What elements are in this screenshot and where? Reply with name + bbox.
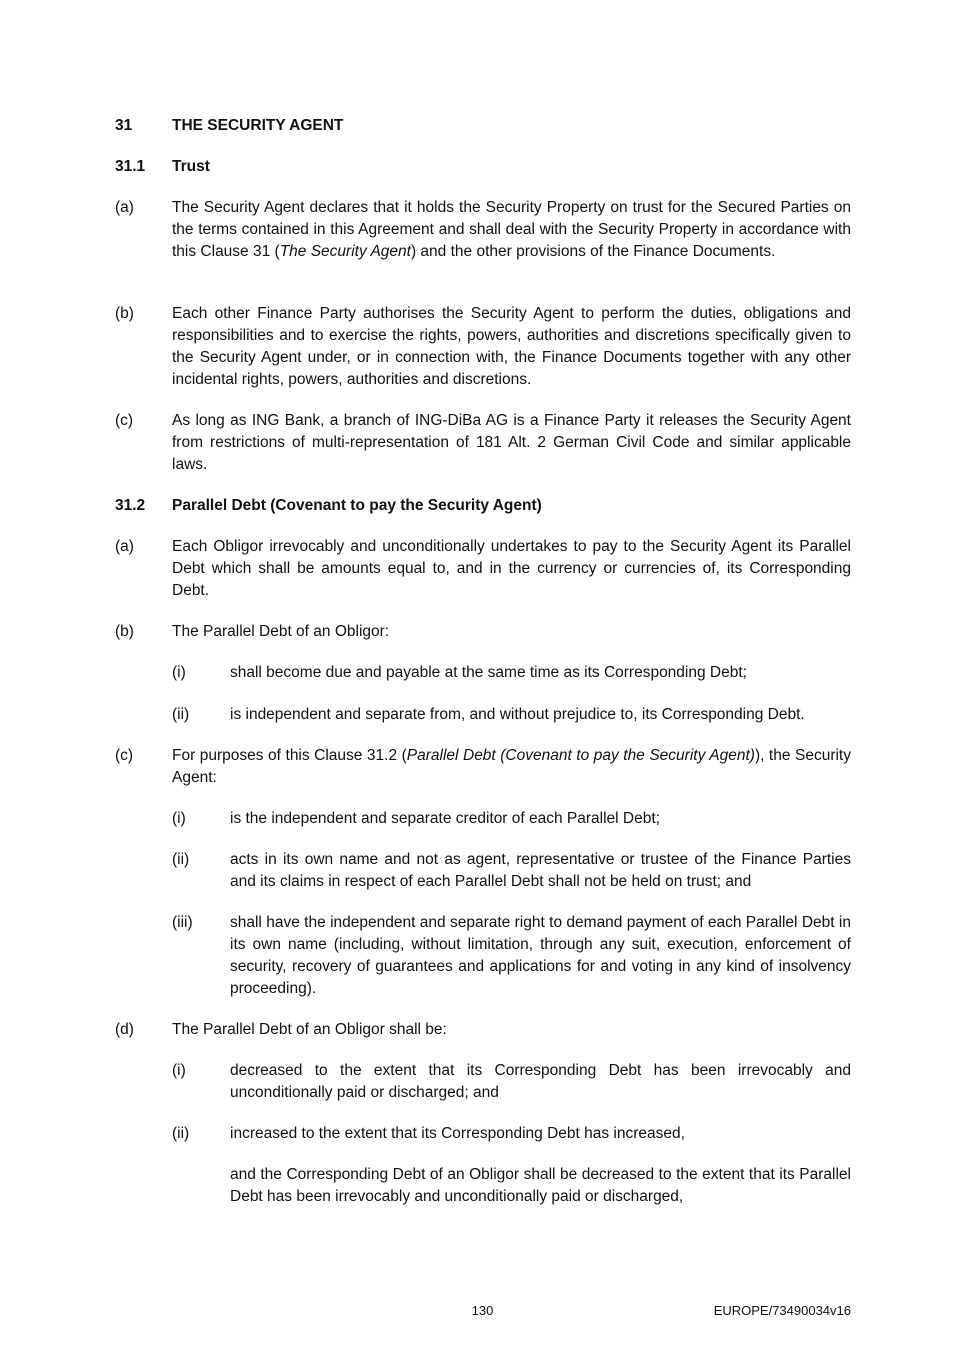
subparagraph-label: (iii) <box>172 914 193 931</box>
paragraph-31-2-a <box>115 536 851 602</box>
clause-heading <box>115 115 851 137</box>
paragraph-31-1-b <box>115 303 851 391</box>
clause-title: THE SECURITY AGENT <box>172 117 344 134</box>
subparagraph-text: is independent and separate from, and without prejudice to, its Corresponding Debt. <box>230 706 805 723</box>
paragraph-text: For purposes of this Clause 31.2 (Parallel Debt (Covenant to pay the Security Agent)), the Security Agent: <box>172 747 851 786</box>
subparagraph-label: (i) <box>172 1062 186 1079</box>
subparagraph-31-2-d-i <box>172 1060 851 1104</box>
paragraph-31-2-c <box>115 745 851 789</box>
subparagraph-text: shall become due and payable at the same time as its Corresponding Debt; <box>230 664 747 681</box>
paragraph-31-1-a <box>115 197 851 263</box>
subparagraph-31-2-b-ii <box>172 704 851 726</box>
section-number: 31.1 <box>115 158 146 175</box>
subparagraph-label: (i) <box>172 664 186 681</box>
paragraph-label: (a) <box>115 538 134 555</box>
paragraph-31-2-d-continuation <box>230 1164 851 1208</box>
subparagraph-31-2-b-i <box>172 662 851 684</box>
clause-number: 31 <box>115 117 133 134</box>
section-heading-31-1 <box>115 156 851 178</box>
paragraph-text: The Security Agent declares that it holds the Security Property on trust for the Secured Parties on the terms contained in this Agreement and shall deal with the Security Property in accordance with this Clause 31 (The Security Agent) and the other provisions of the Finance Documents. <box>172 199 851 260</box>
subparagraph-text: shall have the independent and separate right to demand payment of each Parallel Debt in its own name (including, without limitation, through any suit, execution, enforcement of security, recovery of guarantees and applications for and voting in any kind of insolvency proceeding). <box>230 914 851 997</box>
subparagraph-text: increased to the extent that its Corresponding Debt has increased, <box>230 1125 685 1142</box>
subparagraph-label: (i) <box>172 810 186 827</box>
section-title: Trust <box>172 158 210 175</box>
subparagraph-label: (ii) <box>172 1125 190 1142</box>
subparagraph-31-2-c-iii <box>172 912 851 1000</box>
subparagraph-text: decreased to the extent that its Corresponding Debt has been irrevocably and unconditionally paid or discharged; and <box>230 1062 851 1101</box>
paragraph-31-2-b <box>115 621 851 643</box>
paragraph-text: The Parallel Debt of an Obligor: <box>172 623 390 640</box>
section-number: 31.2 <box>115 497 146 514</box>
subparagraph-label: (ii) <box>172 851 190 868</box>
paragraph-text: As long as ING Bank, a branch of ING-DiBa AG is a Finance Party it releases the Security Agent from restrictions of multi-representation of 181 Alt. 2 German Civil Code and similar applicable laws. <box>172 412 851 473</box>
subparagraph-31-2-c-ii <box>172 849 851 893</box>
section-heading-31-2 <box>115 495 851 517</box>
subparagraph-text: is the independent and separate creditor of each Parallel Debt; <box>230 810 660 827</box>
subparagraph-31-2-d-ii <box>172 1123 851 1145</box>
section-title: Parallel Debt (Covenant to pay the Security Agent) <box>172 497 542 514</box>
continuation-text: and the Corresponding Debt of an Obligor shall be decreased to the extent that its Parallel Debt has been irrevocably and unconditionally paid or discharged, <box>230 1166 851 1205</box>
paragraph-text: The Parallel Debt of an Obligor shall be: <box>172 1021 447 1038</box>
paragraph-label: (b) <box>115 305 134 322</box>
paragraph-label: (a) <box>115 199 134 216</box>
paragraph-label: (c) <box>115 747 134 764</box>
paragraph-label: (c) <box>115 412 134 429</box>
paragraph-text: Each Obligor irrevocably and unconditionally undertakes to pay to the Security Agent its Parallel Debt which shall be amounts equal to, and in the currency or currencies of, its Corresponding Debt. <box>172 538 851 599</box>
subparagraph-label: (ii) <box>172 706 190 723</box>
paragraph-text: Each other Finance Party authorises the Security Agent to perform the duties, obligations and responsibilities and to exercise the rights, powers, authorities and discretions specifically given to the Security Agent under, or in connection with, the Finance Documents together with any other incidental rights, powers, authorities and discretions. <box>172 305 851 388</box>
document-reference: EUROPE/73490034v16 <box>713 1303 851 1318</box>
paragraph-31-1-c <box>115 410 851 476</box>
paragraph-label: (d) <box>115 1021 134 1038</box>
subparagraph-31-2-c-i <box>172 808 851 830</box>
page-number: 130 <box>471 1303 494 1318</box>
paragraph-31-2-d <box>115 1019 851 1041</box>
subparagraph-text: acts in its own name and not as agent, representative or trustee of the Finance Parties and its claims in respect of each Parallel Debt shall not be held on trust; and <box>230 851 851 890</box>
paragraph-label: (b) <box>115 623 134 640</box>
